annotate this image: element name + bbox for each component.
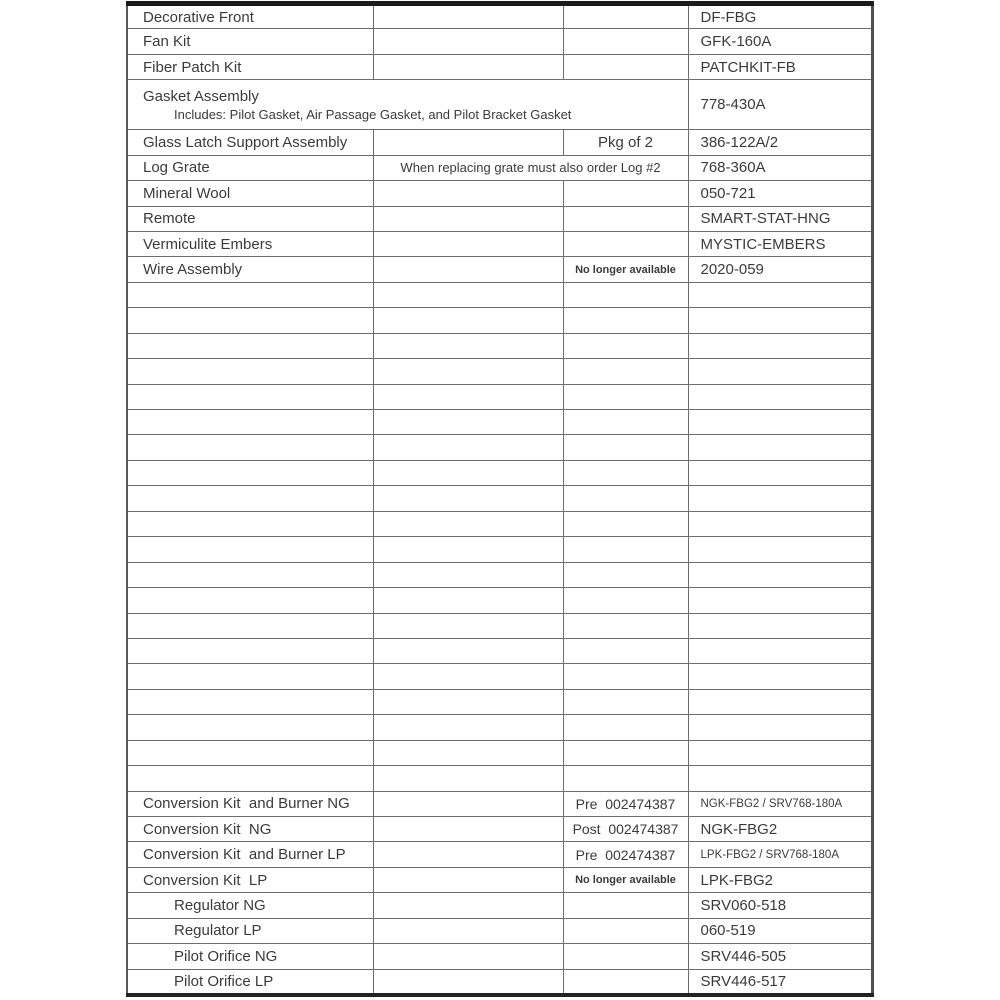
availability-cell (563, 918, 688, 943)
table-row (127, 918, 872, 943)
empty-row (127, 766, 872, 791)
availability-cell (563, 231, 688, 256)
part-number-cell (688, 613, 872, 638)
cell-text: 050-721 (700, 184, 756, 202)
note-cell (373, 54, 563, 79)
table-row (127, 29, 872, 54)
table-row (127, 155, 872, 180)
note-cell (373, 308, 563, 333)
cell-text: Pre 002474387 (575, 795, 676, 812)
part-name-cell (127, 613, 373, 638)
note-cell (373, 766, 563, 791)
note-cell (373, 435, 563, 460)
cell-text: Gasket Assembly (143, 87, 259, 105)
table-row (127, 231, 872, 256)
part-name-cell (127, 80, 688, 130)
cell-text: GFK-160A (700, 33, 772, 51)
cell-text: 060-519 (700, 922, 756, 940)
table-row (127, 257, 872, 282)
cell-text: Pkg of 2 (597, 133, 654, 151)
cell-text: Log Grate (143, 159, 210, 177)
availability-cell (563, 969, 688, 995)
table-row (127, 4, 872, 29)
note-cell (373, 969, 563, 995)
table-row (127, 969, 872, 995)
availability-cell (563, 867, 688, 892)
part-number-cell (688, 155, 872, 180)
cell-text: Vermiculite Embers (143, 235, 273, 253)
part-name-cell (127, 842, 373, 867)
availability-cell (563, 613, 688, 638)
part-number-cell (688, 842, 872, 867)
availability-cell (563, 588, 688, 613)
part-name-cell (127, 588, 373, 613)
cell-text: Pilot Orifice LP (174, 972, 274, 990)
cell-text: Conversion Kit LP (143, 871, 268, 889)
part-number-cell (688, 130, 872, 155)
empty-row (127, 740, 872, 765)
part-name-cell (127, 562, 373, 587)
availability-cell (563, 689, 688, 714)
table-row (127, 867, 872, 892)
note-cell (373, 29, 563, 54)
empty-row (127, 460, 872, 485)
availability-cell (563, 282, 688, 307)
cell-text: No longer available (575, 263, 676, 276)
part-number-cell (688, 664, 872, 689)
cell-text: Glass Latch Support Assembly (143, 133, 348, 151)
empty-row (127, 562, 872, 587)
availability-cell (563, 333, 688, 358)
availability-cell (563, 206, 688, 231)
availability-cell (563, 562, 688, 587)
part-number-cell (688, 359, 872, 384)
part-name-cell (127, 893, 373, 918)
cell-text: LPK-FBG2 / SRV768-180A (700, 848, 839, 861)
part-number-cell (688, 918, 872, 943)
cell-text: Conversion Kit and Burner LP (143, 846, 346, 864)
cell-text: SRV446-505 (700, 947, 787, 965)
part-number-cell (688, 817, 872, 842)
availability-cell (563, 257, 688, 282)
table-row (127, 817, 872, 842)
cell-text: Fan Kit (143, 33, 191, 51)
cell-text: PATCHKIT-FB (700, 58, 796, 76)
part-name-cell (127, 257, 373, 282)
cell-text: MYSTIC-EMBERS (700, 235, 826, 253)
part-name-cell (127, 689, 373, 714)
empty-row (127, 638, 872, 663)
cell-text: Regulator NG (174, 897, 266, 915)
note-cell (373, 867, 563, 892)
part-name-cell (127, 766, 373, 791)
cell-text: Decorative Front (143, 8, 254, 26)
table-row (127, 944, 872, 969)
availability-cell (563, 308, 688, 333)
part-name-cell (127, 308, 373, 333)
note-cell (373, 918, 563, 943)
empty-row (127, 664, 872, 689)
part-number-cell (688, 944, 872, 969)
empty-row (127, 359, 872, 384)
note-cell (373, 613, 563, 638)
part-number-cell (688, 308, 872, 333)
availability-cell (563, 740, 688, 765)
cell-text: Wire Assembly (143, 261, 243, 279)
part-number-cell (688, 80, 872, 130)
availability-cell (563, 486, 688, 511)
cell-text: 768-360A (700, 159, 766, 177)
part-name-cell (127, 638, 373, 663)
availability-cell (563, 410, 688, 435)
part-name-cell (127, 155, 373, 180)
part-name-cell (127, 715, 373, 740)
cell-text: SRV446-517 (700, 972, 787, 990)
cell-text: DF-FBG (700, 8, 757, 26)
part-number-cell (688, 460, 872, 485)
note-cell (373, 486, 563, 511)
empty-row (127, 537, 872, 562)
cell-text: Regulator LP (174, 922, 262, 940)
empty-row (127, 282, 872, 307)
part-number-cell (688, 766, 872, 791)
note-cell (373, 817, 563, 842)
cell-text: NGK-FBG2 (700, 820, 778, 838)
part-number-cell (688, 715, 872, 740)
note-cell (373, 689, 563, 714)
note-cell (373, 791, 563, 816)
note-cell (373, 206, 563, 231)
availability-cell (563, 715, 688, 740)
availability-cell (563, 384, 688, 409)
cell-text: LPK-FBG2 (700, 871, 774, 889)
note-cell (373, 333, 563, 358)
part-name-cell (127, 918, 373, 943)
cell-text: When replacing grate must also order Log #2 (400, 160, 661, 176)
cell-text: 386-122A/2 (700, 133, 779, 151)
part-name-cell (127, 867, 373, 892)
part-name-cell (127, 29, 373, 54)
availability-cell (563, 181, 688, 206)
availability-cell (563, 4, 688, 29)
part-name-cell (127, 817, 373, 842)
part-number-cell (688, 740, 872, 765)
part-number-cell (688, 638, 872, 663)
part-number-cell (688, 257, 872, 282)
part-number-cell (688, 867, 872, 892)
availability-cell (563, 359, 688, 384)
empty-row (127, 435, 872, 460)
table-row (127, 206, 872, 231)
note-cell (373, 715, 563, 740)
part-name-cell (127, 537, 373, 562)
note-cell (373, 155, 688, 180)
note-cell (373, 384, 563, 409)
note-cell (373, 257, 563, 282)
part-name-cell (127, 130, 373, 155)
parts-table (126, 1, 874, 997)
cell-text: Conversion Kit NG (143, 820, 272, 838)
part-name-cell (127, 181, 373, 206)
note-cell (373, 460, 563, 485)
part-number-cell (688, 588, 872, 613)
note-cell (373, 944, 563, 969)
empty-row (127, 613, 872, 638)
part-name-cell (127, 791, 373, 816)
cell-text: NGK-FBG2 / SRV768-180A (700, 797, 843, 810)
part-number-cell (688, 4, 872, 29)
empty-row (127, 308, 872, 333)
cell-text: SMART-STAT-HNG (700, 210, 831, 228)
note-cell (373, 359, 563, 384)
cell-subtext: Includes: Pilot Gasket, Air Passage Gasket, and Pilot Bracket Gasket (174, 106, 572, 122)
note-cell (373, 664, 563, 689)
part-name-cell (127, 486, 373, 511)
availability-cell (563, 537, 688, 562)
empty-row (127, 410, 872, 435)
availability-cell (563, 29, 688, 54)
availability-cell (563, 817, 688, 842)
availability-cell (563, 664, 688, 689)
part-name-cell (127, 460, 373, 485)
cell-text: Conversion Kit and Burner NG (143, 795, 350, 813)
cell-text: Remote (143, 210, 196, 228)
part-number-cell (688, 689, 872, 714)
empty-row (127, 333, 872, 358)
availability-cell (563, 130, 688, 155)
part-number-cell (688, 511, 872, 536)
empty-row (127, 511, 872, 536)
part-number-cell (688, 54, 872, 79)
part-number-cell (688, 206, 872, 231)
table-row (127, 54, 872, 79)
table-row (127, 80, 872, 130)
part-number-cell (688, 282, 872, 307)
part-number-cell (688, 181, 872, 206)
empty-row (127, 384, 872, 409)
table-row (127, 181, 872, 206)
part-number-cell (688, 537, 872, 562)
note-cell (373, 231, 563, 256)
part-name-cell (127, 969, 373, 995)
note-cell (373, 130, 563, 155)
table-row (127, 791, 872, 816)
availability-cell (563, 638, 688, 663)
part-number-cell (688, 486, 872, 511)
empty-row (127, 486, 872, 511)
table-row (127, 130, 872, 155)
part-number-cell (688, 29, 872, 54)
cell-text: Pre 002474387 (575, 846, 676, 863)
note-cell (373, 842, 563, 867)
note-cell (373, 511, 563, 536)
availability-cell (563, 791, 688, 816)
part-name-cell (127, 333, 373, 358)
part-number-cell (688, 893, 872, 918)
note-cell (373, 282, 563, 307)
availability-cell (563, 511, 688, 536)
availability-cell (563, 435, 688, 460)
cell-text: 2020-059 (700, 261, 764, 279)
note-cell (373, 588, 563, 613)
part-number-cell (688, 410, 872, 435)
part-name-cell (127, 410, 373, 435)
part-number-cell (688, 969, 872, 995)
note-cell (373, 537, 563, 562)
part-number-cell (688, 562, 872, 587)
cell-text: 778-430A (700, 96, 766, 114)
empty-row (127, 715, 872, 740)
note-cell (373, 4, 563, 29)
part-name-cell (127, 435, 373, 460)
part-number-cell (688, 384, 872, 409)
availability-cell (563, 944, 688, 969)
note-cell (373, 740, 563, 765)
part-number-cell (688, 333, 872, 358)
note-cell (373, 181, 563, 206)
part-number-cell (688, 231, 872, 256)
part-name-cell (127, 4, 373, 29)
part-name-cell (127, 282, 373, 307)
part-name-cell (127, 231, 373, 256)
availability-cell (563, 766, 688, 791)
parts-table-body (127, 4, 872, 996)
table-row (127, 893, 872, 918)
availability-cell (563, 893, 688, 918)
part-name-cell (127, 359, 373, 384)
part-name-cell (127, 511, 373, 536)
empty-row (127, 689, 872, 714)
cell-text: No longer available (575, 874, 676, 887)
note-cell (373, 638, 563, 663)
part-name-cell (127, 664, 373, 689)
empty-row (127, 588, 872, 613)
cell-text: Pilot Orifice NG (174, 947, 278, 965)
note-cell (373, 893, 563, 918)
cell-text: Post 002474387 (572, 821, 679, 838)
cell-text: Fiber Patch Kit (143, 58, 242, 76)
note-cell (373, 562, 563, 587)
table-row (127, 842, 872, 867)
cell-text: Mineral Wool (143, 184, 231, 202)
part-name-cell (127, 206, 373, 231)
part-name-cell (127, 54, 373, 79)
part-name-cell (127, 740, 373, 765)
availability-cell (563, 460, 688, 485)
part-name-cell (127, 944, 373, 969)
part-number-cell (688, 791, 872, 816)
availability-cell (563, 842, 688, 867)
availability-cell (563, 54, 688, 79)
note-cell (373, 410, 563, 435)
part-name-cell (127, 384, 373, 409)
part-number-cell (688, 435, 872, 460)
cell-text: SRV060-518 (700, 897, 787, 915)
